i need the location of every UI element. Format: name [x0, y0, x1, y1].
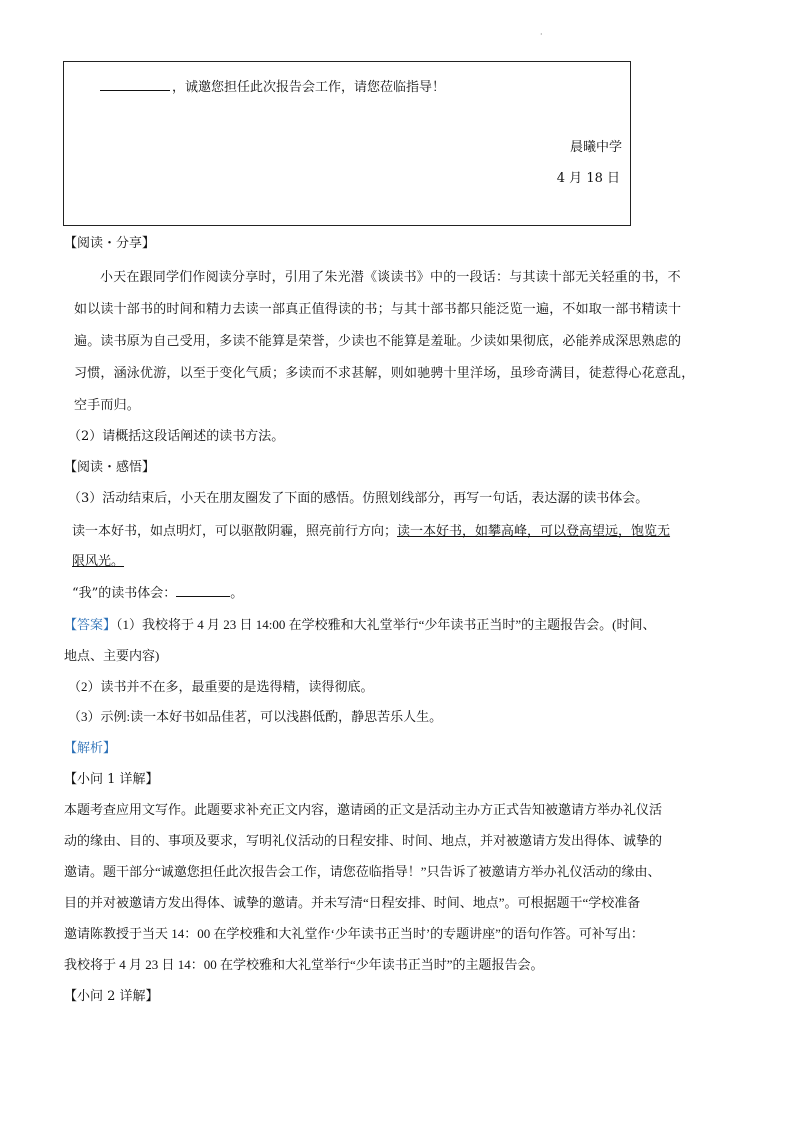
passage-line-3: 遍。读书原为自己受用，多读不能算是荣誉，少读也不能算是羞耻。少读如果彻底，必能养成深思熟虑的: [74, 334, 682, 349]
answer-line-1: [64, 614, 656, 633]
analysis-line-5: 邀请陈教授于当天 14：00 在学校雅和大礼堂作‘少年读书正当时’的专题讲座”的语句作答。可补写出：: [64, 926, 644, 941]
analysis-line-2: 动的缘由、目的、事项及要求，写明礼仪活动的日程安排、时间、地点，并对被邀请方发出得体、诚挚的: [64, 833, 663, 848]
question-2: （2）请概括这段话阐述的读书方法。: [68, 429, 285, 444]
invitation-text: ，诚邀您担任此次报告会工作，请您莅临指导！: [172, 80, 446, 95]
passage-line-4: 习惯，涵泳优游，以至于变化气质；多读而不求甚解，则如驰骋十里洋场，虽珍奇满目，徒惹得心花意乱，: [74, 366, 695, 381]
question-3: （3）活动结束后，小天在朋友圈发了下面的感悟。仿照划线部分，再写一句话，表达潺的读书体会。: [68, 491, 649, 506]
example-prefix: 读一本好书，如点明灯，可以驱散阴霾，照亮前行方向；: [72, 524, 398, 539]
passage-line-1: 小天在跟同学们作阅读分享时，引用了朱光潜《谈读书》中的一段话：与其读十部无关轻重的书，不: [100, 270, 681, 285]
section-heading-reading-insight: 【阅读・感悟】: [64, 460, 156, 475]
section-heading-reading-share: 【阅读・分享】: [64, 236, 156, 251]
sub-question-2-heading: 【小问 2 详解】: [64, 989, 159, 1004]
answer-2-text: （2）读书并不在多，最重要的是选得精，读得彻底。: [68, 679, 374, 694]
analysis-line-4: 目的并对被邀请方发出得体、诚挚的邀请。并未写清“日程安排、时间、地点”。可根据题干“学校准备: [64, 895, 641, 910]
example-underlined-part: 读一本好书，如攀高峰，可以登高望远，饱览无: [397, 524, 671, 539]
example-underlined-continuation: 限风光。: [72, 554, 125, 569]
passage-line-2: 如以读十部书的时间和精力去读一部真正值得读的书；与其十部书都只能泛览一遍，不如取一部书精读十: [74, 302, 682, 317]
sub-question-1-heading: 【小问 1 详解】: [64, 772, 159, 787]
analysis-line-3: 邀请。题干部分“诚邀您担任此次报告会工作，请您莅临指导！”只告诉了被邀请方举办礼仪活动的缘由、: [64, 864, 661, 879]
invitation-letter-box: [63, 61, 631, 226]
answer-3-text: （3）示例:读一本好书如品佳茗，可以浅斟低酌，静思苦乐人生。: [68, 709, 443, 724]
answer-tag: 【答案】: [64, 618, 117, 633]
page-mark: ·: [540, 30, 543, 39]
invitation-signature: 晨曦中学: [569, 140, 622, 155]
analysis-line-1: 本题考查应用文写作。此题要求补充正文内容，邀请函的正文是活动主办方正式告知被邀请方举办礼仪活: [64, 802, 663, 817]
fill-in-blank: [100, 76, 170, 91]
invitation-date: 4 月 18 日: [556, 171, 620, 186]
passage-line-5: 空手而归。: [74, 398, 141, 413]
answer-1-text: （1）我校将于 4 月 23 日 14:00 在学校雅和大礼堂举行“少年读书正当时”的主题报告会。(时间、: [116, 617, 656, 632]
my-experience-end: 。: [230, 586, 244, 601]
analysis-line-6: 我校将于 4 月 23 日 14：00 在学校雅和大礼堂举行“少年读书正当时”的主题报告会。: [64, 957, 544, 972]
invitation-line: [100, 76, 445, 95]
example-sentence: [72, 520, 670, 539]
analysis-tag: 【解析】: [64, 741, 117, 756]
answer-blank: [176, 583, 230, 597]
my-experience-label: “我”的读书体会：: [72, 586, 177, 601]
answer-line-1-continued: 地点、主要内容): [64, 648, 160, 663]
my-experience-line: [72, 582, 243, 601]
